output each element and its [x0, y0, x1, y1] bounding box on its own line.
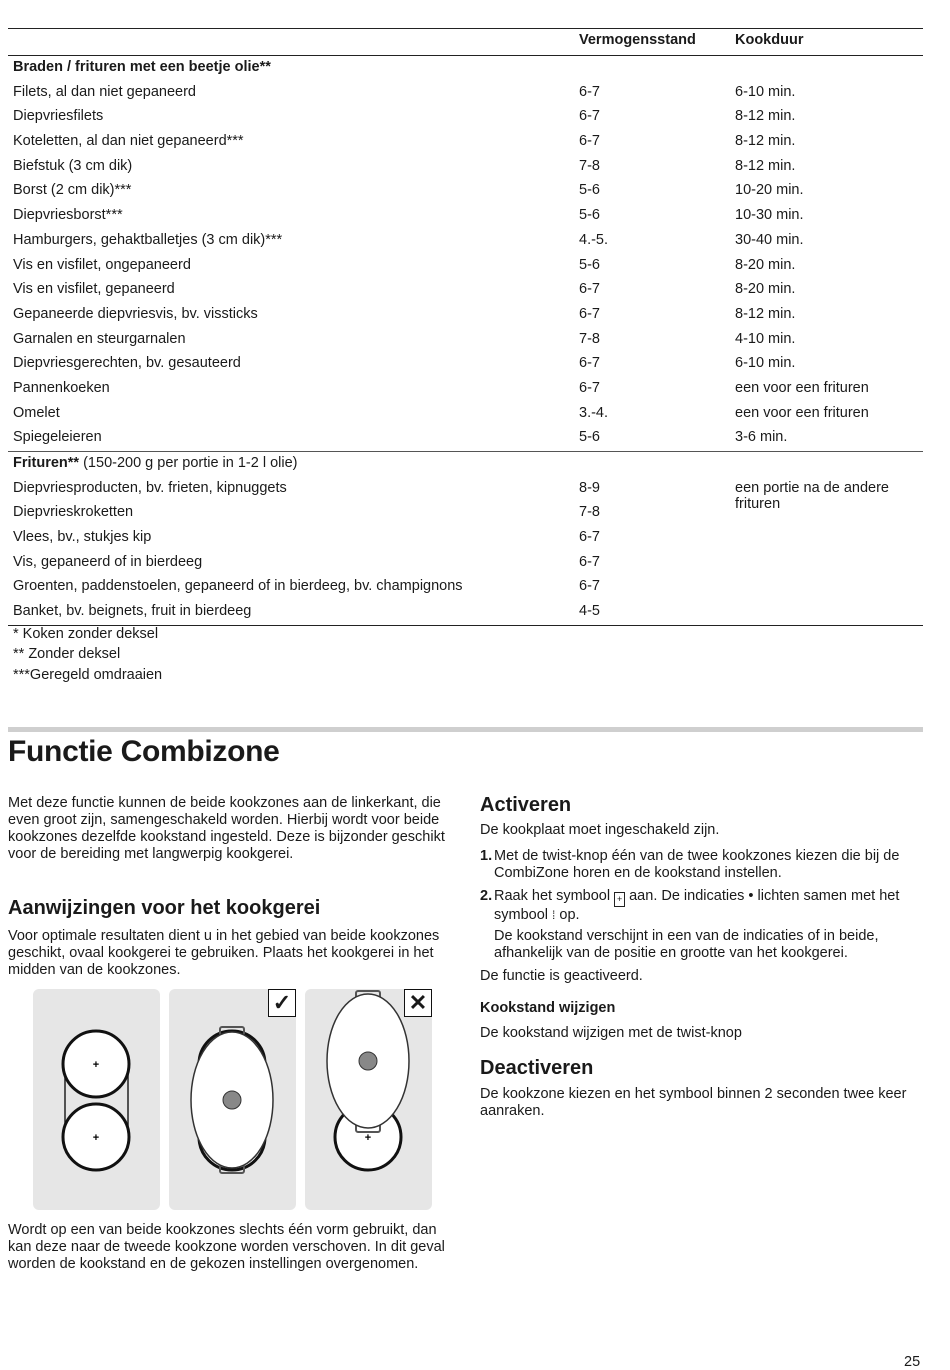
table-row [8, 229, 923, 254]
intro-paragraph: Met deze functie kunnen de beide kookzones aan de linkerkant, die even groot zijn, samengeschakeld worden. Hierbij wordt voor beide kookzones dezelfde kookstand ingesteld. Deze is bijzonder geschikt voor de bereiding met langwerpig kookgerei. [8, 795, 445, 862]
item-cell: Vis, gepaneerd of in bierdeeg [13, 553, 203, 570]
check-icon: ✓ [268, 989, 296, 1017]
table-row [8, 254, 923, 279]
table-row [8, 204, 923, 229]
svg-text:+: + [92, 1059, 100, 1071]
footnote: * Koken zonder deksel [13, 626, 159, 642]
table-row [8, 426, 923, 451]
duration-cell: 4-10 min. [735, 330, 796, 347]
step-number: 2. [480, 888, 493, 904]
power-cell: 6-7 [579, 281, 600, 298]
combizone-link-icon: ⁞ [552, 908, 556, 922]
activation-steps [480, 848, 920, 968]
duration-cell: 3-6 min. [735, 429, 788, 446]
footnote: ** Zonder deksel [13, 646, 121, 663]
duration-cell: een voor een frituren [735, 404, 869, 421]
power-cell: 7-8 [579, 157, 600, 174]
table-header [8, 29, 923, 56]
duration-cell: 10-20 min. [735, 182, 804, 199]
list-item [480, 888, 920, 962]
item-cell: Banket, bv. beignets, fruit in bierdeeg [13, 603, 252, 620]
footnote: ***Geregeld omdraaien [13, 666, 163, 683]
table-row [8, 130, 923, 155]
illustration-correct-placement [169, 989, 296, 1210]
power-cell: 5-6 [579, 429, 600, 446]
bottom-paragraph: Wordt op een van beide kookzones slechts één vorm gebruikt, dan kan deze naar de tweede kookzone worden verschoven. In dit geval worden de kookstand en de gekozen instellingen overgenomen. [8, 1222, 445, 1272]
power-cell: 4.-5. [579, 231, 609, 248]
table-row [8, 600, 923, 625]
table-row [8, 155, 923, 180]
header-power-level: Vermogensstand [579, 32, 696, 48]
power-cell: 6-7 [579, 133, 600, 150]
power-cell: 6-7 [579, 305, 600, 322]
table-row [8, 328, 923, 353]
section2-rows [8, 477, 923, 626]
duration-cell: 8-12 min. [735, 108, 796, 125]
table-row [8, 278, 923, 303]
item-cell: Vlees, bv., stukjes kip [13, 529, 152, 546]
duration-cell: 6-10 min. [735, 83, 796, 100]
duration-cell: 10-30 min. [735, 207, 804, 224]
oval-pan-offset-drawing [305, 989, 432, 1210]
oval-pan-centered-drawing [169, 989, 296, 1210]
cookware-heading: Aanwijzingen voor het kookgerei [8, 897, 321, 919]
svg-text:+: + [92, 1132, 100, 1144]
step-text-part: aan. De indicaties • lichten samen met het symbool [494, 888, 900, 923]
step-text-part: Raak het symbool [494, 888, 615, 904]
section2-duration: een portie na de andere frituren [735, 479, 889, 512]
deactivate-heading: Deactiveren [480, 1057, 594, 1079]
item-cell: Hamburgers, gehaktballetjes (3 cm dik)*** [13, 231, 283, 248]
power-cell: 7-8 [579, 504, 600, 521]
activate-intro: De kookplaat moet ingeschakeld zijn. [480, 822, 720, 838]
svg-text:+: + [364, 1132, 372, 1144]
item-cell: Biefstuk (3 cm dik) [13, 157, 133, 174]
table-row [8, 105, 923, 130]
table-row [8, 501, 923, 526]
power-cell: 6-7 [579, 355, 600, 372]
section-title-row [8, 56, 923, 81]
item-cell: Filets, al dan niet gepaneerd [13, 83, 196, 100]
header-duration: Kookduur [735, 32, 804, 48]
item-cell: Garnalen en steurgarnalen [13, 330, 186, 347]
duration-cell: 8-12 min. [735, 133, 796, 150]
deactivate-text: De kookzone kiezen en het symbool binnen 2 seconden twee keer aanraken. [480, 1086, 907, 1119]
item-cell: Diepvriesfilets [13, 108, 104, 125]
section-title: Functie Combizone [8, 735, 280, 768]
duration-cell: 8-12 min. [735, 305, 796, 322]
change-heading: Kookstand wijzigen [480, 1000, 616, 1016]
power-cell: 5-6 [579, 207, 600, 224]
step-number: 1. [480, 848, 493, 864]
table-row [8, 575, 923, 600]
illustration-cooking-zones [33, 989, 160, 1210]
power-cell: 6-7 [579, 83, 600, 100]
power-cell: 8-9 [579, 479, 600, 496]
section1-rows [8, 81, 923, 451]
item-cell: Vis en visfilet, ongepaneerd [13, 256, 191, 273]
step-extra: De kookstand verschijnt in een van de indicaties of in beide, afhankelijk van de positie en grootte van het kookgerei. [494, 928, 879, 961]
page-number: 25 [904, 1354, 921, 1370]
power-cell: 5-6 [579, 256, 600, 273]
item-cell: Diepvriesgerechten, bv. gesauteerd [13, 355, 241, 372]
item-cell: Gepaneerde diepvriesvis, bv. vissticks [13, 305, 258, 322]
item-cell: Koteletten, al dan niet gepaneerd*** [13, 133, 244, 150]
duration-cell: 6-10 min. [735, 355, 796, 372]
section-title-frituren: Frituren** [13, 455, 80, 471]
item-cell: Groenten, paddenstoelen, gepaneerd of in bierdeeg, bv. champignons [13, 578, 463, 595]
table-row [8, 377, 923, 402]
duration-cell: 30-40 min. [735, 231, 804, 248]
table-footnotes [13, 624, 162, 685]
illustration-wrong-placement [305, 989, 432, 1210]
power-cell: 7-8 [579, 330, 600, 347]
item-cell: Omelet [13, 404, 60, 421]
section-title-row [8, 451, 923, 477]
cross-icon: ✕ [404, 989, 432, 1017]
step-text-part: op. [555, 907, 580, 923]
section-title-braden: Braden / frituren met een beetje olie** [13, 59, 271, 75]
item-cell: Diepvrieskroketten [13, 504, 134, 521]
table-row [8, 81, 923, 106]
power-cell: 6-7 [579, 108, 600, 125]
power-cell: 5-6 [579, 182, 600, 199]
power-cell: 3.-4. [579, 404, 609, 421]
duration-cell: een voor een frituren [735, 379, 869, 396]
duration-cell: 8-12 min. [735, 157, 796, 174]
duration-cell: 8-20 min. [735, 281, 796, 298]
table-row [8, 352, 923, 377]
table-row [8, 402, 923, 427]
combizone-plus-icon: + [614, 892, 625, 907]
cooking-zones-drawing [33, 989, 160, 1210]
item-cell: Pannenkoeken [13, 379, 110, 396]
power-cell: 6-7 [579, 379, 600, 396]
item-cell: Diepvriesproducten, bv. frieten, kipnuggets [13, 479, 287, 496]
cooking-table [8, 28, 923, 626]
power-cell: 6-7 [579, 553, 600, 570]
step-text: Met de twist-knop één van de twee kookzones kiezen die bij de CombiZone horen en de kookstand instellen. [494, 848, 900, 881]
table-row [8, 551, 923, 576]
duration-cell: 8-20 min. [735, 256, 796, 273]
section-title-frituren-detail: (150-200 g per portie in 1-2 l olie) [79, 455, 298, 471]
table-row [8, 179, 923, 204]
table-row [8, 526, 923, 551]
item-cell: Diepvriesborst*** [13, 207, 123, 224]
activated-text: De functie is geactiveerd. [480, 968, 643, 984]
change-text: De kookstand wijzigen met de twist-knop [480, 1025, 742, 1041]
power-cell: 4-5 [579, 603, 600, 620]
activate-heading: Activeren [480, 794, 572, 816]
power-cell: 6-7 [579, 578, 600, 595]
power-cell: 6-7 [579, 529, 600, 546]
list-item [480, 848, 920, 882]
table-row [8, 303, 923, 328]
section-divider [8, 727, 923, 732]
item-cell: Borst (2 cm dik)*** [13, 182, 132, 199]
cookware-paragraph: Voor optimale resultaten dient u in het gebied van beide kookzones geschikt, ovaal kookgerei te gebruiken. Plaats het kookgerei in het midden van de kookzones. [8, 928, 440, 978]
item-cell: Spiegeleieren [13, 429, 102, 446]
item-cell: Vis en visfilet, gepaneerd [13, 281, 175, 298]
table-row [8, 477, 923, 502]
